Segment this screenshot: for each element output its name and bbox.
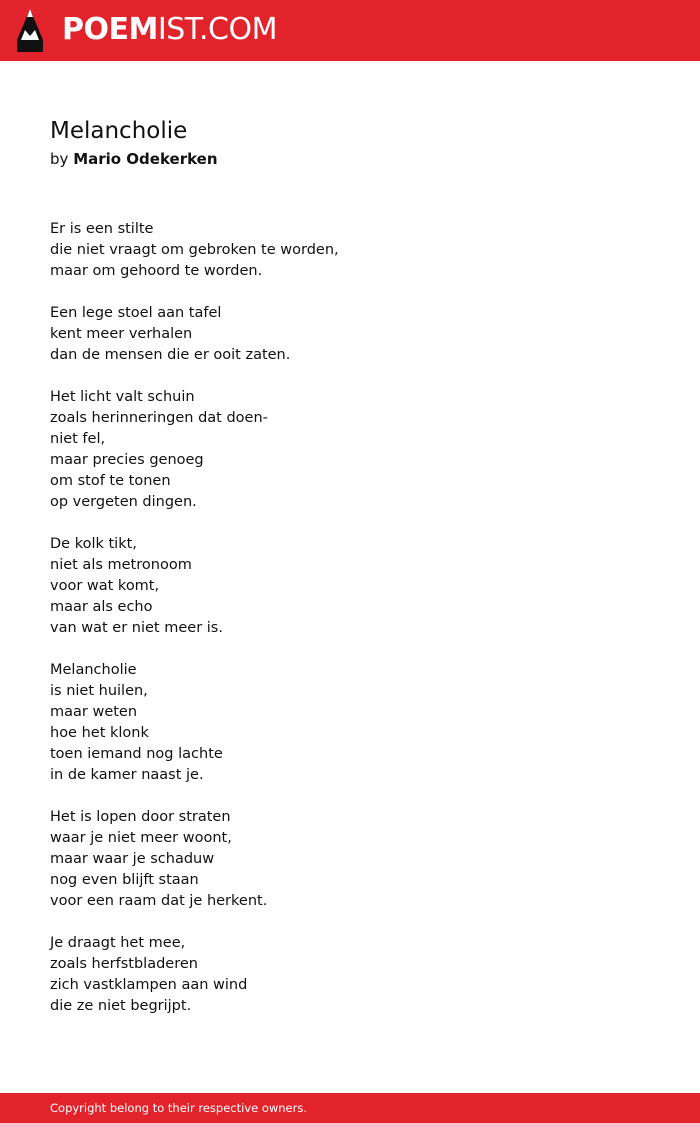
- poem-line: op vergeten dingen.: [50, 494, 197, 510]
- brand-bold: POEM: [62, 12, 158, 47]
- poem-stanza: [50, 219, 650, 282]
- poem-stanza: [50, 807, 650, 912]
- poem-line: Het licht valt schuin: [50, 389, 195, 405]
- byline: [50, 149, 218, 169]
- poem-line: zoals herfstbladeren: [50, 956, 198, 972]
- poem-line: Je draagt het mee,: [50, 935, 186, 951]
- by-prefix: by: [50, 150, 69, 168]
- site-logo-text[interactable]: [62, 12, 277, 48]
- poem-line: nog even blijft staan: [50, 872, 199, 888]
- poem-line: niet als metronoom: [50, 557, 192, 573]
- poem-line: die ze niet begrijpt.: [50, 998, 192, 1014]
- poem-line: Melancholie: [50, 662, 137, 678]
- poem-stanza: [50, 303, 650, 366]
- poem-line: waar je niet meer woont,: [50, 830, 232, 846]
- poem-line: maar om gehoord te worden.: [50, 263, 263, 279]
- poem-line: dan de mensen die er ooit zaten.: [50, 347, 291, 363]
- poem-line: in de kamer naast je.: [50, 767, 204, 783]
- poem-line: van wat er niet meer is.: [50, 620, 223, 636]
- poem-line: om stof te tonen: [50, 473, 171, 489]
- poem-line: De kolk tikt,: [50, 536, 137, 552]
- poem-line: voor wat komt,: [50, 578, 160, 594]
- poem-line: maar als echo: [50, 599, 153, 615]
- poem-line: zoals herinneringen dat doen-: [50, 410, 268, 426]
- poem-stanza: [50, 387, 650, 513]
- poem-line: kent meer verhalen: [50, 326, 193, 342]
- brand-light: IST.COM: [157, 12, 277, 47]
- poem-title: Melancholie: [50, 118, 188, 144]
- copyright-notice: Copyright belong to their respective owners.: [50, 1101, 308, 1115]
- poem-line: Een lege stoel aan tafel: [50, 305, 222, 321]
- poem-line: hoe het klonk: [50, 725, 149, 741]
- poem-body: [50, 219, 650, 1038]
- poem-line: maar waar je schaduw: [50, 851, 215, 867]
- poem-stanza: [50, 660, 650, 786]
- poem-line: toen iemand nog lachte: [50, 746, 223, 762]
- poem-line: is niet huilen,: [50, 683, 148, 699]
- author-name: Mario Odekerken: [73, 150, 218, 168]
- poem-line: zich vastklampen aan wind: [50, 977, 248, 993]
- poem-line: niet fel,: [50, 431, 106, 447]
- site-footer: [0, 1093, 700, 1123]
- poem-line: maar weten: [50, 704, 138, 720]
- poem-line: die niet vraagt om gebroken te worden,: [50, 242, 339, 258]
- poem-line: maar precies genoeg: [50, 452, 204, 468]
- poem-line: voor een raam dat je herkent.: [50, 893, 268, 909]
- poem-stanza: [50, 534, 650, 639]
- site-header: [0, 0, 700, 61]
- poem-line: Er is een stilte: [50, 221, 154, 237]
- poem-stanza: [50, 933, 650, 1017]
- pencil-tip-icon[interactable]: [17, 9, 43, 52]
- poem-line: Het is lopen door straten: [50, 809, 231, 825]
